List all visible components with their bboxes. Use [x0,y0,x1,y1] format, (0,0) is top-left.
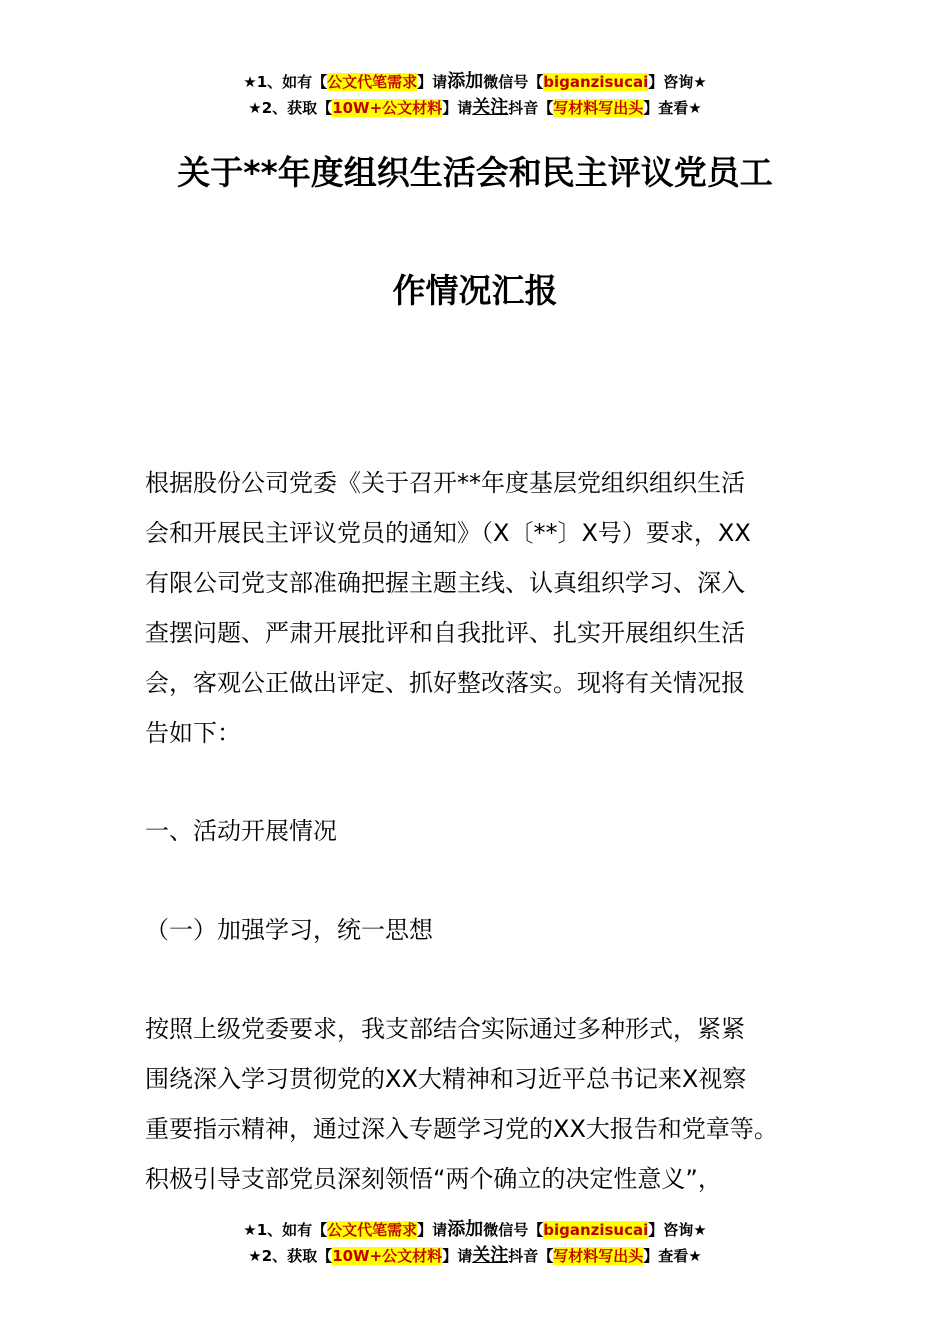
promo-text: ★2、获取【 [248,1247,333,1265]
subsection-heading-text: （一）加强学习，统一思想 [145,916,433,944]
promo-text: 微信号【 [483,1221,544,1239]
promo-line-2 [0,1243,950,1269]
subsection-heading [145,905,825,955]
promo-emphasis: 关注 [472,1245,509,1266]
promo-banner-top [0,69,950,121]
promo-wechat-id: biganzisucai [543,1221,649,1239]
paragraph-line: 有限公司党支部准确把握主题主线、认真组织学习、深入 [145,569,745,597]
paragraph-line: 会，客观公正做出评定、抓好整改落实。现将有关情况报 [145,669,745,697]
promo-text: 】咨询★ [648,1221,707,1239]
promo-emphasis: 添加 [447,71,484,92]
promo-line-1 [0,1217,950,1243]
paragraph-line: 告如下： [145,719,241,747]
promo-text: 】请 [417,1221,448,1239]
document-title-line-2: 作情况汇报 [392,271,558,310]
promo-text: 】查看★ [643,1247,702,1265]
promo-text: 】咨询★ [648,73,707,91]
section-heading-text: 一、活动开展情况 [145,817,337,845]
promo-text: ★2、获取【 [248,99,333,117]
promo-text: 微信号【 [483,73,544,91]
promo-douyin-id: 写材料写出头 [553,1247,644,1265]
paragraph-line: 根据股份公司党委《关于召开**年度基层党组织组织生活 [145,469,745,497]
promo-douyin-id: 写材料写出头 [553,99,644,117]
document-title-line-1: 关于**年度组织生活会和民主评议党员工 [177,153,773,192]
promo-text: ★1、如有【 [243,1221,328,1239]
promo-line-2 [0,95,950,121]
promo-emphasis: 关注 [472,97,509,118]
promo-wechat-id: biganzisucai [543,73,649,91]
promo-emphasis: 添加 [447,1219,484,1240]
promo-text: 抖音【 [508,1247,554,1265]
section-paragraph [145,1004,825,1204]
paragraph-line: 积极引导支部党员深刻领悟“两个确立的决定性意义”， [145,1165,722,1193]
paragraph-line: 重要指示精神，通过深入专题学习党的XX大报告和党章等。 [145,1115,778,1143]
promo-banner-bottom [0,1217,950,1269]
promo-highlight: 10W+公文材料 [332,1247,443,1265]
promo-text: 】查看★ [643,99,702,117]
promo-line-1 [0,69,950,95]
promo-text: 】请 [442,99,473,117]
paragraph-line: 按照上级党委要求，我支部结合实际通过多种形式，紧紧 [145,1015,745,1043]
paragraph-line: 会和开展民主评议党员的通知》（X〔**〕X号）要求，XX [145,519,751,547]
paragraph-line: 查摆问题、严肃开展批评和自我批评、扎实开展组织生活 [145,619,745,647]
promo-highlight: 10W+公文材料 [332,99,443,117]
promo-text: ★1、如有【 [243,73,328,91]
promo-text: 抖音【 [508,99,554,117]
promo-text: 】请 [417,73,448,91]
intro-paragraph [145,458,825,758]
promo-highlight: 公文代笔需求 [327,73,418,91]
paragraph-line: 围绕深入学习贯彻党的XX大精神和习近平总书记来X视察 [145,1065,747,1093]
section-heading [145,806,825,856]
promo-text: 】请 [442,1247,473,1265]
promo-highlight: 公文代笔需求 [327,1221,418,1239]
